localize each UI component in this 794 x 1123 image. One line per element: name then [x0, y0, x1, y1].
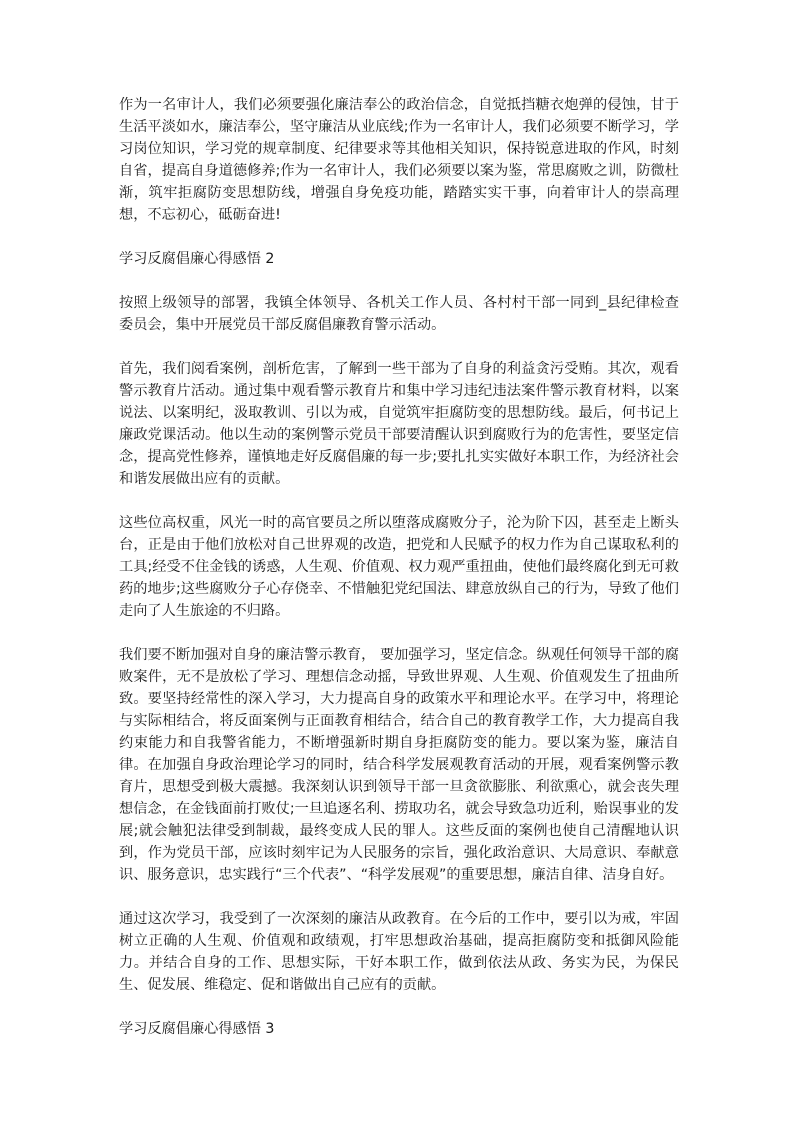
section-heading-2: 学习反腐倡廉心得感悟 2 [119, 251, 275, 267]
paragraph-deployment: 按照上级领导的部署，我镇全体领导、各机关工作人员、各村村干部一同到_县纪律检查委员会，集中开展党员干部反腐倡廉教育警示活动。 [119, 295, 679, 333]
section-heading-3: 学习反腐倡廉心得感悟 3 [119, 1021, 275, 1037]
paragraph-auditor-integrity: 作为一名审计人，我们必须要强化廉洁奉公的政治信念，自觉抵挡糖衣炮弹的侵蚀，甘于生活平淡如水，廉洁奉公，坚守廉洁从业底线;作为一名审计人，我们必须要不断学习，学习岗位知识，学习党的规章制度、纪律要求等其他相关知识，保持锐意进取的作风，时刻自省，提高自身道德修养;作为一名审计人，我们必须要以案为鉴，常思腐败之训，防微杜渐，筑牢拒腐防变思想防线，增强自身免疫功能，踏踏实实干事，向着审计人的崇高理想，不忘初心，砥砺奋进! [119, 97, 679, 223]
paragraph-first-cases: 首先，我们阅看案例，剖析危害，了解到一些干部为了自身的利益贪污受贿。其次，观看警示教育片活动。通过集中观看警示教育片和集中学习违纪违法案件警示教育材料，以案说法、以案明纪，汲取教训、引以为戒，自觉筑牢拒腐防变的思想防线。最后，何书记上廉政党课活动。他以生动的案例警示党员干部要清醒认识到腐败行为的危害性，要坚定信念，提高党性修养，谨慎地走好反腐倡廉的每一步;要扎扎实实做好本职工作，为经济社会和谐发展做出应有的贡献。 [119, 361, 679, 487]
paragraph-strengthen-education: 我们要不断加强对自身的廉洁警示教育， 要加强学习，坚定信念。纵观任何领导干部的腐败案件，无不是放松了学习、理想信念动摇，导致世界观、人生观、价值观发生了扭曲所致。要坚持经常性的深入学习，大力提高自身的政策水平和理论水平。在学习中，将理论与实际相结合，将反面案例与正面教育相结合，结合自己的教育教学工作，大力提高自我约束能力和自我警省能力，不断增强新时期自身拒腐防变的能力。要以案为鉴，廉洁自律。在加强自身政治理论学习的同时，结合科学发展观教育活动的开展，观看案例警示教育片，思想受到极大震撼。我深刻认识到领导干部一旦贪欲膨胀、利欲熏心，就会丧失理想信念，在金钱面前打败仗;一旦追逐名利、捞取功名，就会导致急功近利，贻误事业的发展;就会触犯法律受到制裁，最终变成人民的罪人。这些反面的案例也使自己清醒地认识到，作为党员干部，应该时刻牢记为人民服务的宗旨，强化政治意识、大局意识、奉献意识、服务意识，忠实践行“三个代表”、“科学发展观”的重要思想，廉洁自律、洁身自好。 [119, 647, 679, 883]
paragraph-conclusion: 通过这次学习，我受到了一次深刻的廉洁从政教育。在今后的工作中，要引以为戒，牢固树立正确的人生观、价值观和政绩观，打牢思想政治基础，提高拒腐防变和抵御风险能力。并结合自身的工作、思想实际，干好本职工作，做到依法从政、务实为民，为保民生、促发展、维稳定、促和谐做出自己应有的贡献。 [119, 911, 679, 993]
document-body [119, 94, 679, 1040]
paragraph-high-officials: 这些位高权重，风光一时的高官要员之所以堕落成腐败分子，沦为阶下囚，甚至走上断头台，正是由于他们放松对自己世界观的改造，把党和人民赋予的权力作为自己谋取私利的工具;经受不住金钱的诱惑，人生观、价值观、权力观严重扭曲，使他们最终腐化到无可救药的地步;这些腐败分子心存侥幸、不惜触犯党纪国法、肆意放纵自己的行为，导致了他们走向了人生旅途的不归路。 [119, 515, 679, 619]
